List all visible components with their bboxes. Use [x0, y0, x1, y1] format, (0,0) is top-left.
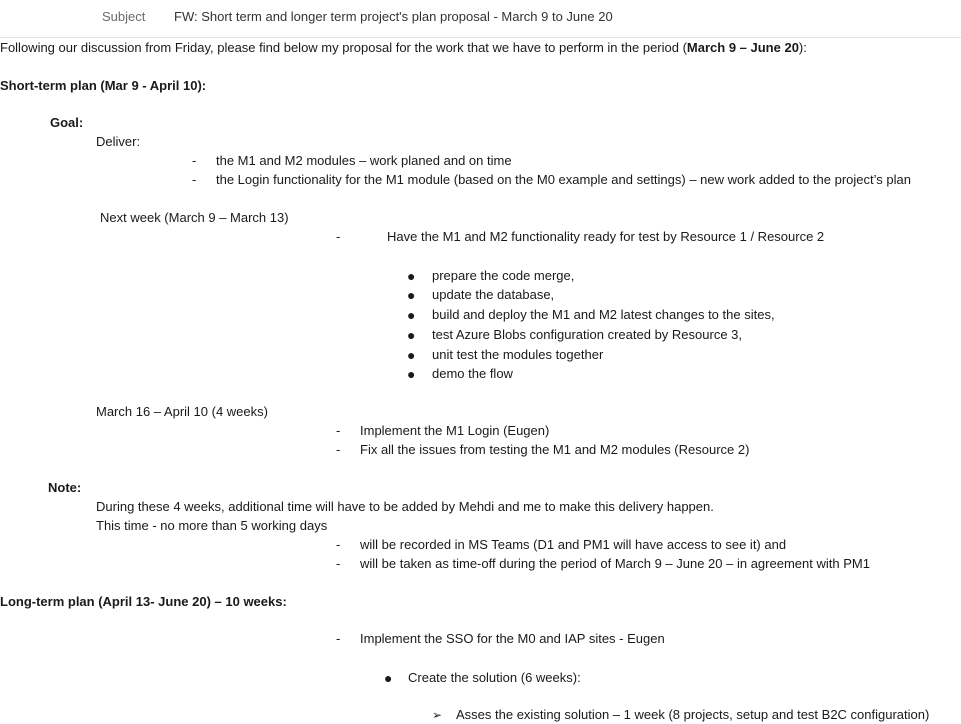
round-bullet: ●: [407, 287, 416, 303]
note-item-1: will be recorded in MS Teams (D1 and PM1 will have access to see it) and: [360, 537, 787, 552]
intro-period: March 9 – June 20: [686, 40, 799, 55]
dash-bullet: -: [336, 556, 341, 571]
long-term-item: Implement the SSO for the M0 and IAP sites - Eugen: [360, 631, 665, 646]
note-line-1: During these 4 weeks, additional time will have to be added by Mehdi and me to make this delivery happen.: [96, 499, 714, 514]
next-week-bullet-4: test Azure Blobs configuration created by Resource 3,: [432, 327, 743, 342]
march-item-2: Fix all the issues from testing the M1 and M2 modules (Resource 2): [360, 442, 750, 457]
note-label: Note:: [48, 480, 82, 495]
dash-bullet: -: [336, 442, 341, 457]
next-week-bullet-5: unit test the modules together: [432, 347, 604, 362]
long-term-bullet: Create the solution (6 weeks):: [408, 670, 581, 685]
round-bullet: ●: [407, 366, 416, 382]
note-item-2: will be taken as time-off during the period of March 9 – June 20 – in agreement with PM1: [360, 556, 870, 571]
short-term-heading: Short-term plan (Mar 9 - April 10):: [0, 78, 207, 93]
deliver-label: Deliver:: [96, 134, 141, 149]
arrow-bullet-icon: ➢: [432, 708, 443, 722]
round-bullet: ●: [384, 670, 393, 686]
goal-label: Goal:: [50, 115, 84, 130]
next-week-bullet-6: demo the flow: [432, 366, 513, 381]
intro-text-after: ):: [798, 40, 807, 55]
deliver-item-2: the Login functionality for the M1 module (based on the M0 example and settings) – new work added to the project’s plan: [216, 172, 911, 187]
round-bullet: ●: [407, 327, 416, 343]
intro-paragraph: [0, 39, 807, 57]
round-bullet: ●: [407, 347, 416, 363]
intro-text-before: Following our discussion from Friday, please find below my proposal for the work that we have to perform in the period (: [0, 40, 687, 55]
next-week-bullet-3: build and deploy the M1 and M2 latest changes to the sites,: [432, 307, 775, 322]
long-term-sub-item: Asses the existing solution – 1 week (8 projects, setup and test B2C configuration): [456, 707, 930, 722]
dash-bullet: -: [336, 423, 341, 438]
next-week-item: Have the M1 and M2 functionality ready for test by Resource 1 / Resource 2: [387, 229, 825, 244]
dash-bullet: -: [192, 153, 197, 168]
next-week-label: Next week (March 9 – March 13): [100, 210, 289, 225]
dash-bullet: -: [192, 172, 197, 187]
subject-label: Subject: [102, 9, 146, 24]
next-week-bullet-2: update the database,: [432, 287, 555, 302]
deliver-item-1: the M1 and M2 modules – work planed and on time: [216, 153, 512, 168]
long-term-heading: Long-term plan (April 13- June 20) – 10 weeks:: [0, 594, 287, 609]
header-divider: [0, 37, 961, 38]
round-bullet: ●: [407, 268, 416, 284]
note-line-2: This time - no more than 5 working days: [96, 518, 328, 533]
round-bullet: ●: [407, 307, 416, 323]
march-item-1: Implement the M1 Login (Eugen): [360, 423, 550, 438]
dash-bullet: -: [336, 537, 341, 552]
dash-bullet: -: [336, 229, 341, 244]
march-label: March 16 – April 10 (4 weeks): [96, 404, 268, 419]
next-week-bullet-1: prepare the code merge,: [432, 268, 575, 283]
subject-value: FW: Short term and longer term project's plan proposal - March 9 to June 20: [174, 9, 613, 24]
dash-bullet: -: [336, 631, 341, 646]
